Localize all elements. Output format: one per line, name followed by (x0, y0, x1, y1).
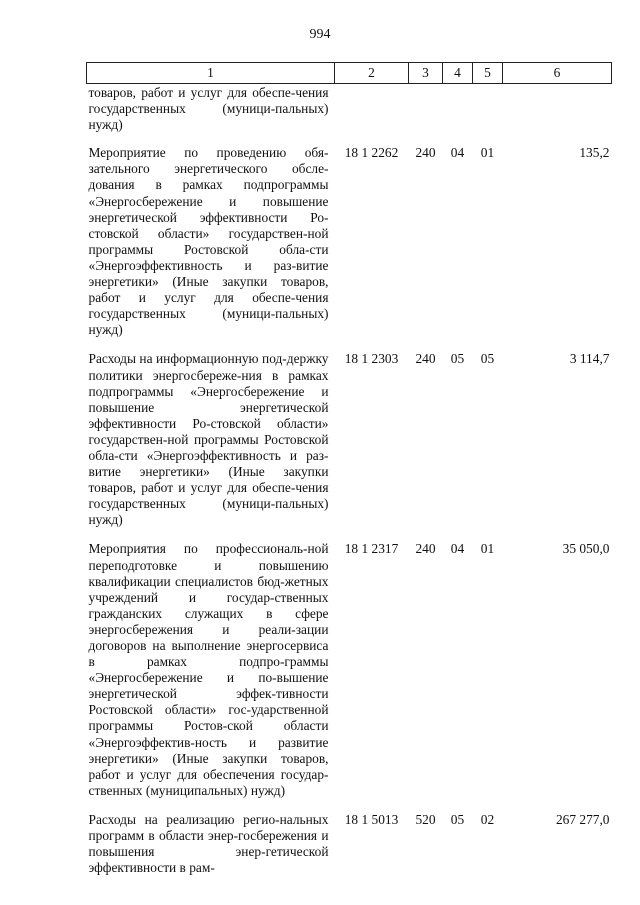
row-amount: 267 277,0 (555, 811, 610, 827)
row-target-code (335, 84, 409, 146)
row-name: Мероприятия по профессиональ-ной переподготовке и повышению квалификации специалистов бюд-жетных учреждений и государ-ственных гражданских служащих в сфере энергосбережения и реали-зации договоров на выполнение энергосервиса в рамках подпро-граммы «Энергосбережение и по-вышение энергетической эффек-тивности Ростовской области» гос-ударственной программы Ростов-ской области «Энергоэффектив-ность и развитие энергетики» (Иные закупки товаров, работ и услуг для обеспечения государ-ственных (муниципальных) нужд) (88, 541, 329, 798)
row-name: товаров, работ и услуг для обеспе-чения государственных (муници-пальных) нужд) (88, 85, 329, 133)
row-expense-type (409, 84, 443, 146)
row-section: 04 (450, 541, 465, 557)
row-subsection: 01 (480, 145, 495, 161)
column-header-5: 5 (473, 63, 503, 84)
table-header-row (87, 63, 612, 84)
row-amount (503, 84, 612, 146)
row-expense-type: 240 (415, 541, 436, 557)
table-row (87, 351, 612, 541)
row-target-code: 18 1 2262 (344, 145, 399, 161)
row-expense-type: 520 (415, 811, 436, 827)
row-target-code: 18 1 2317 (344, 541, 399, 557)
table-row (87, 84, 612, 146)
row-expense-type: 240 (415, 351, 436, 367)
row-section: 05 (450, 351, 465, 367)
row-target-code: 18 1 2303 (344, 351, 399, 367)
row-amount: 35 050,0 (562, 541, 610, 557)
budget-table (86, 62, 612, 889)
row-subsection (473, 84, 503, 146)
page-number: 994 (309, 27, 331, 42)
row-name: Расходы на информационную под-держку политики энергосбереже-ния в рамках подпрограммы «Энергосбережение и повышение энергетической эффективности Ро-стовской области» государствен-ной программы Ростовской обла-сти «Энергоэффективность и раз-витие энергетики» (Иные закупки товаров, работ и услуг для обеспе-чения государственных (муници-пальных) нужд) (88, 351, 329, 528)
row-amount: 135,2 (579, 145, 610, 161)
column-header-2: 2 (335, 63, 409, 84)
row-subsection: 05 (480, 351, 495, 367)
column-header-1: 1 (87, 63, 335, 84)
row-section: 05 (450, 811, 465, 827)
column-header-6: 6 (503, 63, 612, 84)
row-expense-type: 240 (415, 145, 436, 161)
row-section (443, 84, 473, 146)
table-row (87, 145, 612, 351)
row-section: 04 (450, 145, 465, 161)
row-name: Мероприятие по проведению обя-зательного энергетического обсле-дования в рамках подпрограммы «Энергосбережение и повышение энергетической эффективности Ро-стовской области» государствен-ной программы Ростовской обла-сти «Энергоэффективность и раз-витие энергетики» (Иные закупки товаров, работ и услуг для обеспе-чения государственных (муници-пальных) нужд) (88, 145, 329, 338)
row-subsection: 02 (480, 811, 495, 827)
row-target-code: 18 1 5013 (344, 811, 399, 827)
table-row (87, 812, 612, 889)
row-subsection: 01 (480, 541, 495, 557)
column-header-4: 4 (443, 63, 473, 84)
row-name: Расходы на реализацию регио-нальных программ в области энер-госбережения и повышения энер-гетической эффективности в рам- (88, 811, 329, 876)
table-row (87, 541, 612, 812)
row-amount: 3 114,7 (569, 351, 610, 367)
column-header-3: 3 (409, 63, 443, 84)
